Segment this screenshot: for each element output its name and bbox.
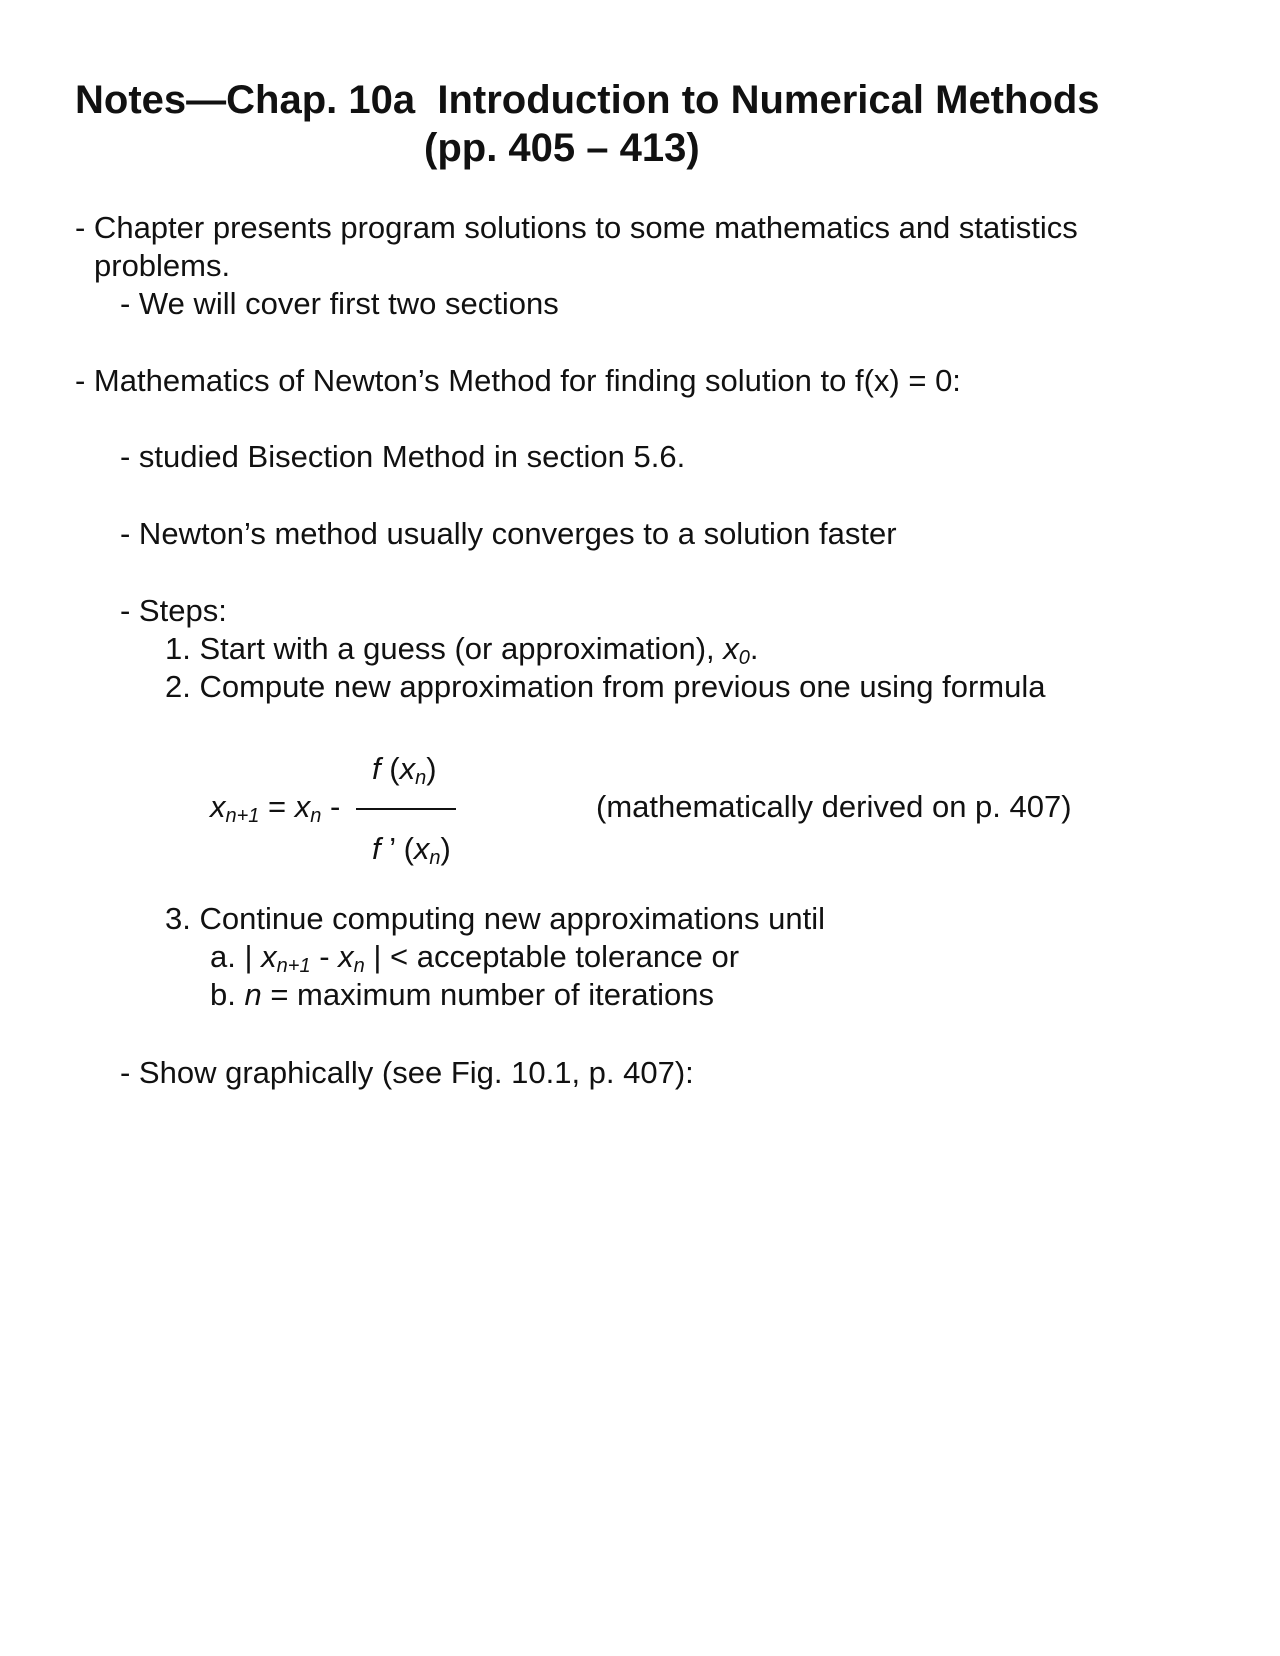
step-3b: b. n = maximum number of iterations [210, 977, 714, 1012]
page-title-pages: (pp. 405 – 413) [424, 126, 700, 170]
step-2: 2. Compute new approximation from previous one using formula [165, 669, 1046, 704]
step-3a: a. | $x_{n+1} - x_n$ | < acceptable tolerance or [210, 939, 740, 977]
bisection-bullet: - studied Bisection Method in section 5.6. [120, 439, 686, 474]
page-title: Notes—Chap. 10a Introduction to Numerical Methods [75, 78, 1100, 122]
intro-bullet-continuation: problems. [94, 248, 231, 283]
formula-denominator: f ’ $(x_n)$ [372, 831, 451, 869]
intro-sub-bullet: - We will cover first two sections [120, 286, 559, 321]
fraction-bar [356, 808, 456, 810]
formula-lhs: $x_{n+1} = x_n$ - [210, 789, 349, 827]
newton-heading: - Mathematics of Newton’s Method for finding solution to f(x) = 0: [75, 363, 961, 398]
graphically-bullet: - Show graphically (see Fig. 10.1, p. 407): [120, 1055, 694, 1090]
step-1: 1. Start with a guess (or approximation), $x_0$. [165, 631, 759, 669]
steps-label: - Steps: [120, 593, 227, 628]
formula-note: (mathematically derived on p. 407) [596, 789, 1072, 824]
formula-numerator: f $(x_n)$ [372, 751, 437, 789]
intro-bullet: - Chapter presents program solutions to some mathematics and statistics [75, 210, 1078, 245]
step-3: 3. Continue computing new approximations until [165, 901, 825, 936]
converges-bullet: - Newton’s method usually converges to a solution faster [120, 516, 897, 551]
